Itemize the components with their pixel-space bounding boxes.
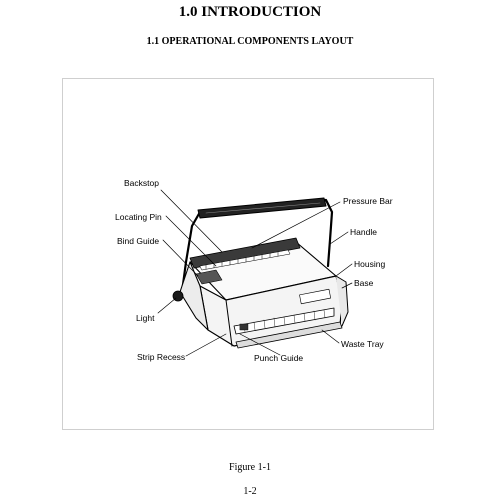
label-handle: Handle <box>350 227 377 237</box>
label-bind-guide: Bind Guide <box>117 236 160 246</box>
label-backstop: Backstop <box>124 178 159 188</box>
label-base: Base <box>354 278 374 288</box>
label-locating-pin: Locating Pin <box>115 212 162 222</box>
subsection-title: 1.1 OPERATIONAL COMPONENTS LAYOUT <box>146 36 354 47</box>
label-housing: Housing <box>354 259 386 269</box>
label-waste-tray: Waste Tray <box>341 339 384 349</box>
label-pressure-bar: Pressure Bar <box>343 196 393 206</box>
figure-caption: Figure 1-1 <box>229 462 271 473</box>
label-punch-guide: Punch Guide <box>254 353 304 363</box>
page-number: 1-2 <box>243 486 257 497</box>
section-title: 1.0 INTRODUCTION <box>178 4 322 20</box>
label-strip-recess: Strip Recess <box>137 352 186 362</box>
label-light: Light <box>136 313 155 323</box>
